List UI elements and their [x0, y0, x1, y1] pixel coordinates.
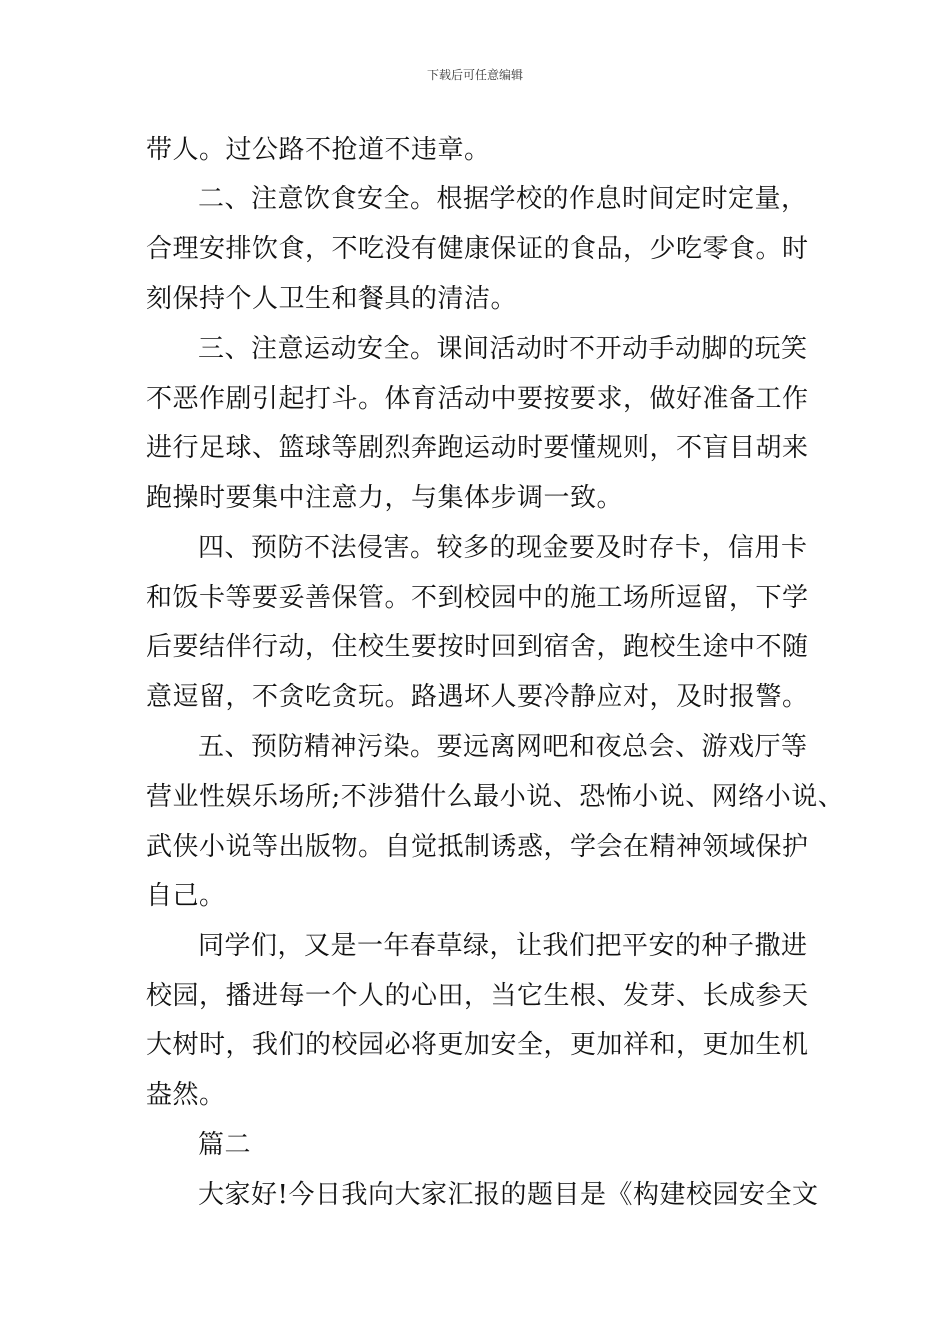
text-line: 营业性娱乐场所;不涉猎什么最小说、恐怖小说、网络小说、 [146, 782, 845, 812]
text-line: 后要结伴行动，住校生要按时回到宿舍，跑校生途中不随 [146, 632, 809, 662]
text-line: 大家好!今日我向大家汇报的题目是《构建校园安全文 [198, 1180, 819, 1210]
text-line: 和饭卡等要妥善保管。不到校园中的施工场所逗留，下学 [146, 583, 809, 613]
text-line: 自己。 [146, 881, 226, 911]
text-line: 武侠小说等出版物。自觉抵制诱惑，学会在精神领域保护 [146, 832, 809, 862]
text-line: 不恶作剧引起打斗。体育活动中要按要求，做好准备工作 [146, 384, 809, 414]
text-line: 同学们，又是一年春草绿，让我们把平安的种子撒进 [198, 931, 808, 961]
text-line: 带人。过公路不抢道不违章。 [146, 135, 491, 165]
section-heading: 篇二 [198, 1130, 252, 1160]
text-line: 二、注意饮食安全。根据学校的作息时间定时定量， [198, 184, 808, 214]
text-line: 进行足球、篮球等剧烈奔跑运动时要懂规则，不盲目胡来 [146, 433, 809, 463]
text-line: 校园，播进每一个人的心田，当它生根、发芽、长成参天 [146, 981, 809, 1011]
page-header: 下载后可任意编辑 [426, 68, 523, 82]
text-line: 合理安排饮食，不吃没有健康保证的食品，少吃零食。时 [146, 234, 809, 264]
text-line: 五、预防精神污染。要远离网吧和夜总会、游戏厅等 [198, 732, 808, 762]
text-line: 意逗留，不贪吃贪玩。路遇坏人要冷静应对，及时报警。 [146, 682, 809, 712]
text-line: 刻保持个人卫生和餐具的清洁。 [146, 284, 518, 314]
text-line: 三、注意运动安全。课间活动时不开动手动脚的玩笑 [198, 334, 808, 364]
text-line: 大树时，我们的校园必将更加安全，更加祥和，更加生机 [146, 1030, 809, 1060]
text-line: 跑操时要集中注意力，与集体步调一致。 [146, 483, 624, 513]
text-line: 盎然。 [146, 1080, 226, 1110]
text-line: 四、预防不法侵害。较多的现金要及时存卡，信用卡 [198, 533, 808, 563]
